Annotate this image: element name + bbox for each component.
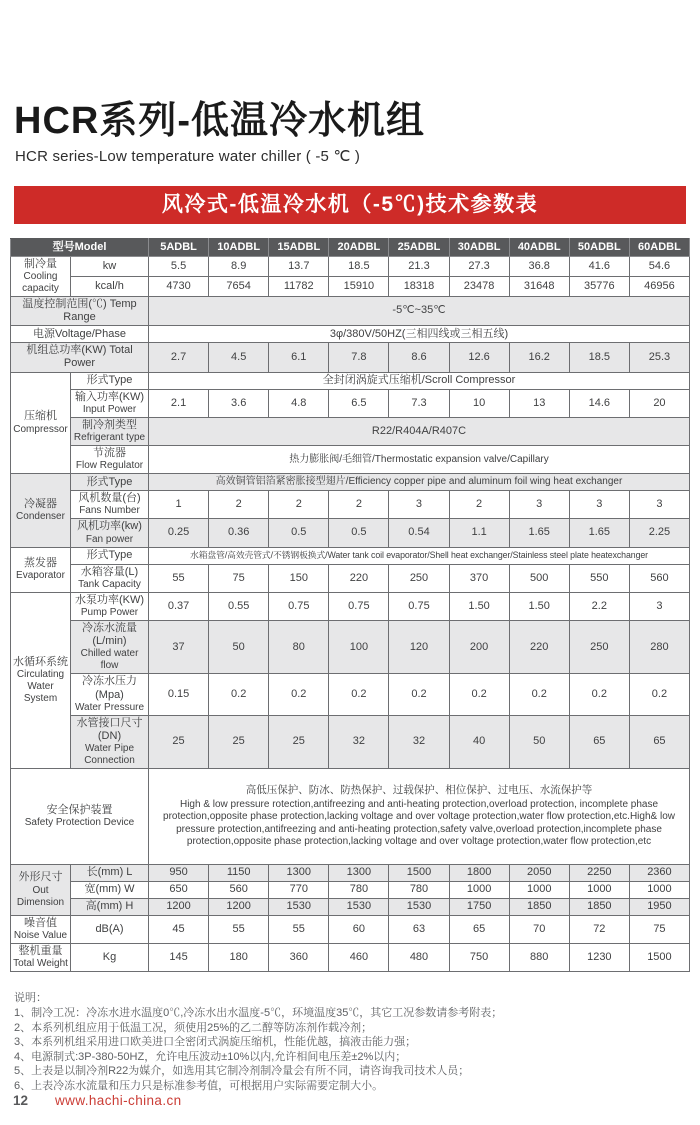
- page-footer: [13, 1093, 182, 1108]
- value-cell: 70: [509, 916, 569, 944]
- section-banner: 风冷式-低温冷水机（-5℃)技术参数表: [14, 186, 686, 224]
- value-cell: 18.5: [329, 256, 389, 276]
- value-cell: 10: [449, 389, 509, 417]
- value-cell: 560: [629, 564, 689, 592]
- model-column-header: 50ADBL: [569, 238, 629, 256]
- row-label-cell: 水箱容量(L) Tank Capacity: [71, 564, 149, 592]
- row-label-cell: 水泵功率(KW) Pump Power: [71, 592, 149, 620]
- value-cell: 2360: [629, 865, 689, 882]
- value-cell: 6.5: [329, 389, 389, 417]
- value-cell: 6.1: [269, 343, 329, 372]
- value-cell: 1200: [209, 899, 269, 916]
- value-cell: 1.1: [449, 519, 509, 547]
- value-cell: 1500: [629, 944, 689, 972]
- spec-table-header: [11, 238, 690, 256]
- safety-text-cell: 高低压保护、防冰、防热保护、过载保护、相位保护、过电压、水流保护等 High & low pressure rotection,antifreezing and anti-heating protection,overload protection, incomplete phase protection,opposite phase protection,lacking voltage and over voltage protection,water flow protection,etc.High& low pressure protection,antifreezing and anti-heating protection,safety valve,overload protection,incomplete phase protection,opposite phase protection,lacking voltage and over voltage protection,water flow protection,etc: [149, 769, 690, 865]
- row-label-cell: 电源Voltage/Phase: [11, 326, 149, 343]
- merged-value-cell: 高效铜管铝箔紧密胀接型翅片/Efficiency copper pipe and aluminum foil wing heat exchanger: [149, 474, 690, 491]
- row-label-cell: 长(mm) L: [71, 865, 149, 882]
- merged-value-cell: 热力膨胀阀/毛细管/Thermostatic expansion valve/Capillary: [149, 446, 690, 474]
- value-cell: 65: [569, 715, 629, 768]
- value-cell: 1950: [629, 899, 689, 916]
- row-label-cell: 风机功率(kw) Fan power: [71, 519, 149, 547]
- model-column-header: 15ADBL: [269, 238, 329, 256]
- model-column-header: 25ADBL: [389, 238, 449, 256]
- model-column-header: 60ADBL: [629, 238, 689, 256]
- merged-value-cell: 3φ/380V/50HZ(三相四线或三相五线): [149, 326, 690, 343]
- value-cell: 8.6: [389, 343, 449, 372]
- value-cell: 770: [269, 882, 329, 899]
- value-cell: 37: [149, 620, 209, 673]
- value-cell: 40: [449, 715, 509, 768]
- value-cell: 560: [209, 882, 269, 899]
- value-cell: 4730: [149, 276, 209, 296]
- value-cell: 54.6: [629, 256, 689, 276]
- spec-table-body: [11, 256, 690, 972]
- value-cell: 650: [149, 882, 209, 899]
- value-cell: 31648: [509, 276, 569, 296]
- value-cell: 65: [449, 916, 509, 944]
- value-cell: 20: [629, 389, 689, 417]
- note-item: 1、制冷工况：冷冻水进水温度0℃,冷冻水出水温度-5℃，环境温度35℃，其它工况参数请参考附表；: [14, 1007, 503, 1020]
- value-cell: 25: [209, 715, 269, 768]
- value-cell: 3: [629, 491, 689, 519]
- value-cell: 7.8: [329, 343, 389, 372]
- value-cell: 1200: [149, 899, 209, 916]
- value-cell: 4.5: [209, 343, 269, 372]
- value-cell: 7.3: [389, 389, 449, 417]
- note-item: 2、本系列机组应用于低温工况，须使用25%的乙二醇等防冻剂作载冷剂；: [14, 1021, 373, 1034]
- value-cell: 25: [269, 715, 329, 768]
- value-cell: 2.25: [629, 519, 689, 547]
- value-cell: 200: [449, 620, 509, 673]
- page-title: HCR系列-低温冷水机组: [14, 100, 425, 142]
- value-cell: 2.2: [569, 592, 629, 620]
- value-cell: 1: [149, 491, 209, 519]
- value-cell: 460: [329, 944, 389, 972]
- value-cell: 0.75: [269, 592, 329, 620]
- value-cell: 360: [269, 944, 329, 972]
- spec-table: [10, 238, 690, 973]
- value-cell: 13.7: [269, 256, 329, 276]
- value-cell: 1230: [569, 944, 629, 972]
- group-label-cell: 噪音值 Noise Value: [11, 916, 71, 944]
- model-column-header: 10ADBL: [209, 238, 269, 256]
- value-cell: 25.3: [629, 343, 689, 372]
- value-cell: 500: [509, 564, 569, 592]
- value-cell: 12.6: [449, 343, 509, 372]
- value-cell: 55: [209, 916, 269, 944]
- value-cell: 1500: [389, 865, 449, 882]
- value-cell: 0.2: [389, 674, 449, 715]
- merged-value-cell: -5℃~35℃: [149, 296, 690, 325]
- value-cell: 21.3: [389, 256, 449, 276]
- row-label-cell: 输入功率(KW) Input Power: [71, 389, 149, 417]
- row-label-cell: 机组总功率(KW) Total Power: [11, 343, 149, 372]
- value-cell: 3.6: [209, 389, 269, 417]
- value-cell: 32: [329, 715, 389, 768]
- value-cell: 0.5: [269, 519, 329, 547]
- value-cell: 3: [389, 491, 449, 519]
- value-cell: 1300: [269, 865, 329, 882]
- value-cell: 1150: [209, 865, 269, 882]
- model-column-header: 5ADBL: [149, 238, 209, 256]
- value-cell: 27.3: [449, 256, 509, 276]
- value-cell: 780: [389, 882, 449, 899]
- value-cell: 2: [329, 491, 389, 519]
- value-cell: 15910: [329, 276, 389, 296]
- value-cell: 3: [569, 491, 629, 519]
- value-cell: 4.8: [269, 389, 329, 417]
- value-cell: 14.6: [569, 389, 629, 417]
- value-cell: 370: [449, 564, 509, 592]
- model-column-header: 40ADBL: [509, 238, 569, 256]
- row-label-cell: 制冷剂类型 Refrigerant type: [71, 417, 149, 445]
- group-label-cell: 制冷量 Cooling capacity: [11, 256, 71, 296]
- page-subtitle: HCR series-Low temperature water chiller ( -5 ℃ ): [15, 147, 361, 165]
- row-label-cell: 水管接口尺寸(DN) Water Pipe Connection: [71, 715, 149, 768]
- value-cell: 1530: [269, 899, 329, 916]
- value-cell: 2.7: [149, 343, 209, 372]
- value-cell: 2: [449, 491, 509, 519]
- model-column-header: 30ADBL: [449, 238, 509, 256]
- value-cell: 0.2: [629, 674, 689, 715]
- value-cell: 1.50: [449, 592, 509, 620]
- value-cell: 36.8: [509, 256, 569, 276]
- value-cell: 16.2: [509, 343, 569, 372]
- value-cell: 280: [629, 620, 689, 673]
- group-label-cell: 外形尺寸 Out Dimension: [11, 865, 71, 916]
- row-label-cell: 温度控制范围(℃) Temp Range: [11, 296, 149, 325]
- value-cell: 0.2: [209, 674, 269, 715]
- value-cell: 150: [269, 564, 329, 592]
- row-label-cell: dB(A): [71, 916, 149, 944]
- value-cell: 75: [629, 916, 689, 944]
- group-label-cell: 冷凝器 Condenser: [11, 474, 71, 547]
- value-cell: 3: [509, 491, 569, 519]
- value-cell: 3: [629, 592, 689, 620]
- value-cell: 75: [209, 564, 269, 592]
- value-cell: 1000: [449, 882, 509, 899]
- value-cell: 45: [149, 916, 209, 944]
- value-cell: 63: [389, 916, 449, 944]
- model-column-header: 20ADBL: [329, 238, 389, 256]
- value-cell: 2050: [509, 865, 569, 882]
- value-cell: 2: [269, 491, 329, 519]
- value-cell: 0.54: [389, 519, 449, 547]
- page-number: 12: [13, 1093, 29, 1108]
- value-cell: 2: [209, 491, 269, 519]
- value-cell: 0.36: [209, 519, 269, 547]
- value-cell: 2.1: [149, 389, 209, 417]
- value-cell: 0.25: [149, 519, 209, 547]
- merged-value-cell: 全封闭涡旋式压缩机/Scroll Compressor: [149, 372, 690, 389]
- value-cell: 0.5: [329, 519, 389, 547]
- value-cell: 41.6: [569, 256, 629, 276]
- value-cell: 250: [569, 620, 629, 673]
- value-cell: 23478: [449, 276, 509, 296]
- value-cell: 1.65: [569, 519, 629, 547]
- row-label-cell: kw: [71, 256, 149, 276]
- value-cell: 1000: [569, 882, 629, 899]
- value-cell: 1750: [449, 899, 509, 916]
- row-label-cell: 冷冻水流量(L/min) Chilled water flow: [71, 620, 149, 673]
- value-cell: 13: [509, 389, 569, 417]
- row-label-cell: kcal/h: [71, 276, 149, 296]
- value-cell: 120: [389, 620, 449, 673]
- value-cell: 5.5: [149, 256, 209, 276]
- value-cell: 750: [449, 944, 509, 972]
- value-cell: 18.5: [569, 343, 629, 372]
- value-cell: 1000: [509, 882, 569, 899]
- value-cell: 220: [329, 564, 389, 592]
- value-cell: 65: [629, 715, 689, 768]
- value-cell: 950: [149, 865, 209, 882]
- value-cell: 780: [329, 882, 389, 899]
- value-cell: 60: [329, 916, 389, 944]
- row-label-cell: 安全保护装置 Safety Protection Device: [11, 769, 149, 865]
- value-cell: 35776: [569, 276, 629, 296]
- value-cell: 0.75: [389, 592, 449, 620]
- group-label-cell: 水循环系统 Circulating Water System: [11, 592, 71, 768]
- row-label-cell: 节流器 Flow Regulator: [71, 446, 149, 474]
- value-cell: 100: [329, 620, 389, 673]
- group-label-cell: 整机重量 Total Weight: [11, 944, 71, 972]
- row-label-cell: 形式Type: [71, 372, 149, 389]
- value-cell: 880: [509, 944, 569, 972]
- model-header-cell: 型号Model: [11, 238, 149, 256]
- value-cell: 1300: [329, 865, 389, 882]
- value-cell: 18318: [389, 276, 449, 296]
- row-label-cell: 高(mm) H: [71, 899, 149, 916]
- value-cell: 1000: [629, 882, 689, 899]
- value-cell: 180: [209, 944, 269, 972]
- notes-section: [14, 992, 690, 1093]
- value-cell: 550: [569, 564, 629, 592]
- row-label-cell: 冷冻水压力(Mpa) Water Pressure: [71, 674, 149, 715]
- catalog-page: [0, 100, 700, 1108]
- row-label-cell: 形式Type: [71, 547, 149, 564]
- value-cell: 72: [569, 916, 629, 944]
- note-item: 6、上表冷冻水流量和压力只是标准参考值，可根据用户实际需要定制大小。: [14, 1080, 384, 1092]
- value-cell: 11782: [269, 276, 329, 296]
- value-cell: 0.37: [149, 592, 209, 620]
- row-label-cell: 宽(mm) W: [71, 882, 149, 899]
- value-cell: 2250: [569, 865, 629, 882]
- value-cell: 0.15: [149, 674, 209, 715]
- value-cell: 7654: [209, 276, 269, 296]
- value-cell: 25: [149, 715, 209, 768]
- value-cell: 8.9: [209, 256, 269, 276]
- note-item: 5、上表是以制冷剂R22为媒介，如选用其它制冷剂制冷量会有所不同，请咨询我司技术人员；: [14, 1065, 470, 1078]
- value-cell: 1.50: [509, 592, 569, 620]
- value-cell: 1850: [569, 899, 629, 916]
- value-cell: 250: [389, 564, 449, 592]
- value-cell: 0.2: [329, 674, 389, 715]
- value-cell: 0.2: [509, 674, 569, 715]
- value-cell: 0.2: [569, 674, 629, 715]
- value-cell: 1530: [329, 899, 389, 916]
- value-cell: 145: [149, 944, 209, 972]
- value-cell: 55: [269, 916, 329, 944]
- note-item: 4、电源制式:3P-380-50HZ，允许电压波动±10%以内,允许相间电压差±2%以内；: [14, 1050, 407, 1063]
- value-cell: 1.65: [509, 519, 569, 547]
- value-cell: 0.75: [329, 592, 389, 620]
- value-cell: 0.55: [209, 592, 269, 620]
- row-label-cell: 形式Type: [71, 474, 149, 491]
- value-cell: 1850: [509, 899, 569, 916]
- row-label-cell: Kg: [71, 944, 149, 972]
- value-cell: 50: [509, 715, 569, 768]
- merged-value-cell: R22/R404A/R407C: [149, 417, 690, 445]
- value-cell: 80: [269, 620, 329, 673]
- value-cell: 32: [389, 715, 449, 768]
- value-cell: 55: [149, 564, 209, 592]
- merged-value-cell: 水箱盘管/高效壳管式/不锈钢板换式/Water tank coil evaporator/Shell heat exchanger/Stainless steel plate heatexchanger: [149, 547, 690, 564]
- group-label-cell: 蒸发器 Evaporator: [11, 547, 71, 592]
- value-cell: 46956: [629, 276, 689, 296]
- group-label-cell: 压缩机 Compressor: [11, 372, 71, 474]
- note-item: 3、本系列机组采用进口欧美进口全密闭式涡旋压缩机，性能优越，搞液击能力强；: [14, 1036, 417, 1049]
- value-cell: 0.2: [449, 674, 509, 715]
- notes-heading: 说明：: [14, 992, 47, 1005]
- value-cell: 480: [389, 944, 449, 972]
- value-cell: 50: [209, 620, 269, 673]
- row-label-cell: 风机数量(台) Fans Number: [71, 491, 149, 519]
- value-cell: 1800: [449, 865, 509, 882]
- value-cell: 1530: [389, 899, 449, 916]
- value-cell: 220: [509, 620, 569, 673]
- value-cell: 0.2: [269, 674, 329, 715]
- website-link[interactable]: www.hachi-china.cn: [55, 1093, 182, 1108]
